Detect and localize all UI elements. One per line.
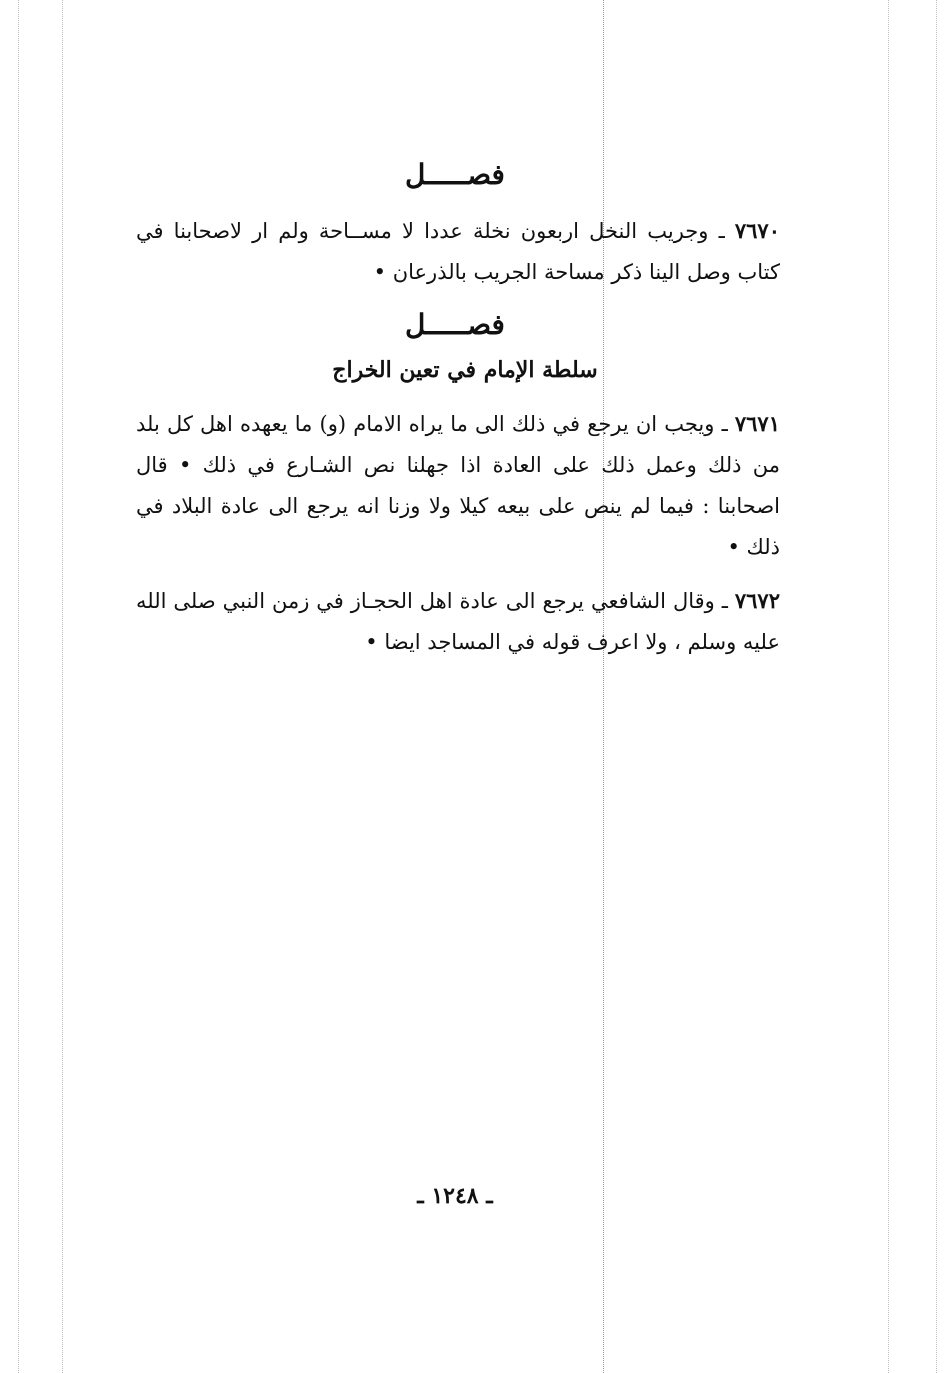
entry-number: ٧٦٧١ <box>734 411 780 436</box>
paragraph-entry <box>136 580 780 663</box>
entry-text: وجريب النخل اربعون نخلة عددا لا مســاحة ولم ار لاصحابنا في كتاب وصل الينا ذكر مساحة الجريب بالذرعان • <box>136 219 780 284</box>
entry-dash: ـ <box>721 589 728 613</box>
scan-dotted-line <box>936 0 937 1373</box>
scan-dotted-line <box>603 0 604 1373</box>
entry-dash: ـ <box>718 219 725 243</box>
scan-dotted-line <box>888 0 889 1373</box>
entry-dash: ـ <box>721 412 728 436</box>
scan-dotted-line <box>62 0 63 1373</box>
page-number: ـ ١٢٤٨ ـ <box>417 1183 493 1209</box>
section-heading: فصـــــل <box>405 308 505 341</box>
entry-number: ٧٦٧٢ <box>734 588 780 613</box>
entry-text: ويجب ان يرجع في ذلك الى ما يراه الامام (و) ما يعهده اهل كل بلد من ذلك وعمل ذلك على العادة اذا جهلنا نص الشـارع في ذلك • قال اصحابنا : فيما لم ينص على بيعه كيلا ولا وزنا انه يرجع الى عادة البلاد في ذلك • <box>136 412 780 559</box>
paragraph-entry <box>136 403 780 568</box>
entry-text: وقال الشافعي يرجع الى عادة اهل الحجـاز في زمن النبي صلى الله عليه وسلم ، ولا اعرف قوله في المساجد ايضا • <box>136 589 780 654</box>
paragraph-entry <box>136 210 780 293</box>
section-heading: فصـــــل <box>405 158 505 191</box>
entry-number: ٧٦٧٠ <box>734 218 780 243</box>
scan-dotted-line <box>18 0 19 1373</box>
section-subheading: سلطة الإمام في تعين الخراج <box>332 357 598 383</box>
